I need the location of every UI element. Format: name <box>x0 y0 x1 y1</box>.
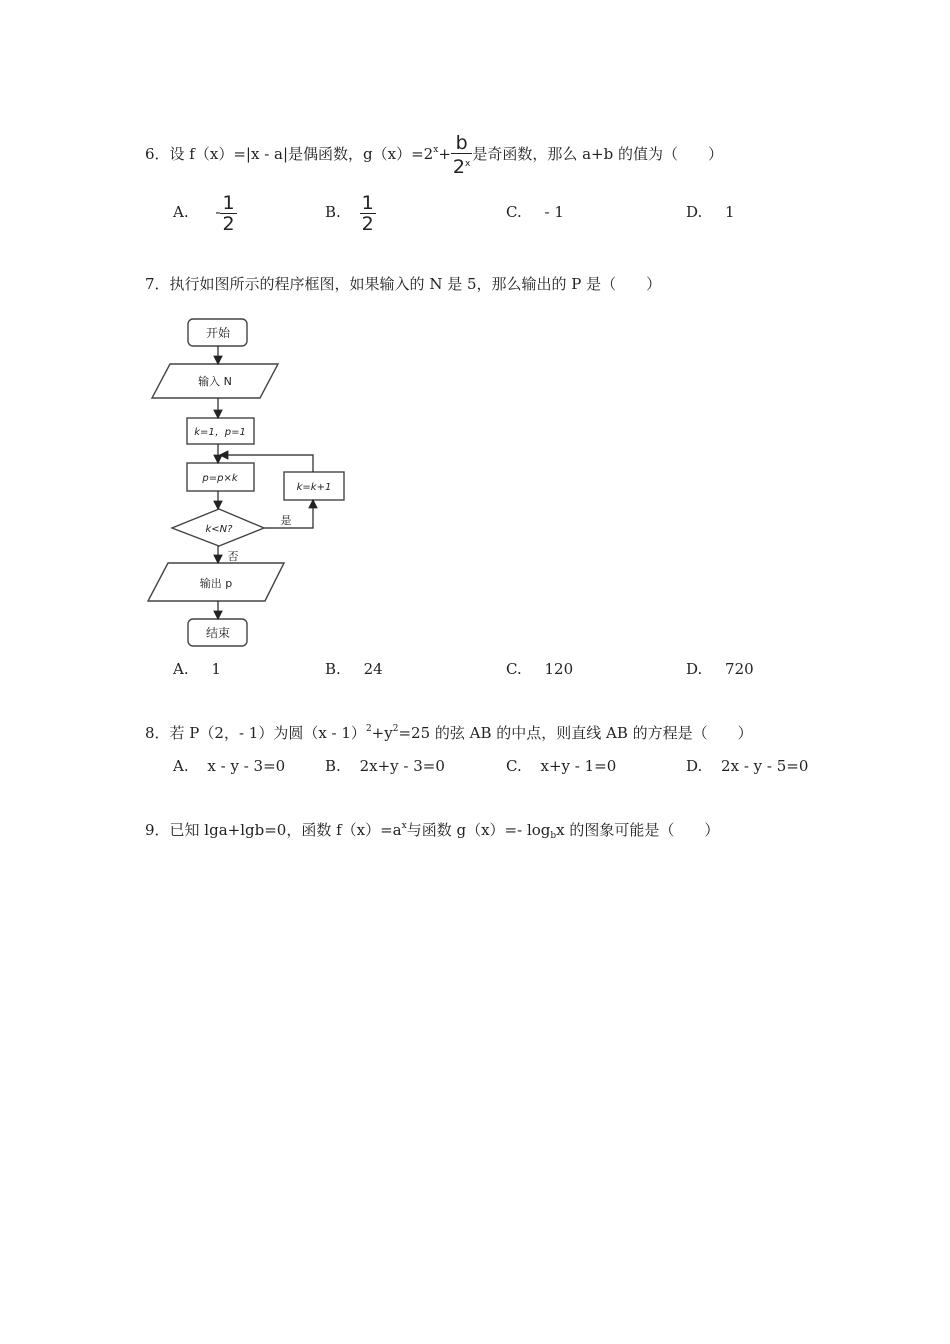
q7-option-d-label: D. <box>686 660 703 678</box>
q7-option-a[interactable] <box>173 657 221 681</box>
q6-option-b-frac <box>360 193 376 234</box>
q8-option-a[interactable] <box>173 754 285 778</box>
q6-option-a-den: 2 <box>222 212 235 235</box>
q8-option-d-label: D. <box>686 757 703 775</box>
q6-option-b-label: B. <box>325 203 341 221</box>
flow-start-label: 开始 <box>205 326 231 340</box>
question-9 <box>145 814 719 848</box>
q8-suffix: =25 的弦 AB 的中点，则直线 AB 的方程是（ ） <box>398 724 753 742</box>
question-6 <box>145 128 723 178</box>
q6-option-d-value: 1 <box>725 203 735 221</box>
q7-option-d-value: 720 <box>725 660 754 678</box>
q6-sup: x <box>433 145 439 155</box>
flow-output-label: 输出 p <box>199 577 233 590</box>
q7-option-b-value: 24 <box>363 660 383 678</box>
q8-sup2: 2 <box>392 724 399 734</box>
q6-frac-den-sup: x <box>464 159 471 169</box>
flow-mult-label: p=p×k <box>202 473 238 484</box>
q8-option-c-label: C. <box>506 757 522 775</box>
q8-option-c-value: x+y - 1=0 <box>540 757 617 775</box>
q8-option-a-value: x - y - 3=0 <box>207 757 286 775</box>
q7-option-a-value: 1 <box>211 660 221 678</box>
q7-option-b-label: B. <box>325 660 341 678</box>
flow-no-label: 否 <box>227 550 239 563</box>
q6-option-b-den: 2 <box>361 212 374 235</box>
q8-prefix: 8．若 P（2，- 1）为圆（x - 1） <box>145 724 366 742</box>
q6-abs: x - a <box>250 145 283 163</box>
q6-plus: + <box>438 145 451 163</box>
flow-cond-label: k<N? <box>205 524 233 535</box>
q8-option-b-label: B. <box>325 757 341 775</box>
q6-prefix: 6．设 f（x）= <box>145 145 246 163</box>
q6-option-d[interactable] <box>686 200 735 224</box>
q6-option-c-label: C. <box>506 203 522 221</box>
flow-incr-label: k=k+1 <box>296 482 332 493</box>
q6-frac-den-wrap <box>451 154 472 177</box>
q9-sub: b <box>550 831 557 841</box>
q6-fraction <box>451 133 472 177</box>
q6-option-a-num: 1 <box>222 191 235 214</box>
q9-sup: x <box>401 821 407 831</box>
q6-option-b-num: 1 <box>361 191 374 214</box>
q9-prefix: 9．已知 lga+lgb=0，函数 f（x）=a <box>145 821 402 839</box>
q6-frac-num: b <box>451 133 472 154</box>
q8-option-b-value: 2x+y - 3=0 <box>359 757 445 775</box>
q7-option-c[interactable] <box>506 657 573 681</box>
q6-option-a-frac <box>220 193 236 234</box>
q6-option-a[interactable] <box>173 190 237 234</box>
q6-option-d-label: D. <box>686 203 703 221</box>
q6-option-c[interactable] <box>506 200 564 224</box>
q6-option-c-value: - 1 <box>544 203 564 221</box>
q7-option-a-label: A. <box>173 660 189 678</box>
q6-suffix: 是奇函数，那么 a+b 的值为（ ） <box>472 145 723 163</box>
q7-option-d[interactable] <box>686 657 754 681</box>
flow-input-label: 输入 N <box>198 375 232 388</box>
q6-frac-den: 2 <box>452 156 465 178</box>
q8-option-c[interactable] <box>506 754 616 778</box>
flow-end-label: 结束 <box>205 626 231 640</box>
q8-option-d[interactable] <box>686 754 808 778</box>
q6-option-a-sign: - <box>215 203 221 221</box>
question-7: 7．执行如图所示的程序框图，如果输入的 N 是 5，那么输出的 P 是（ ） <box>145 275 662 293</box>
flowchart <box>140 312 355 652</box>
q7-option-c-label: C. <box>506 660 522 678</box>
flow-yes-label: 是 <box>280 514 292 527</box>
q6-mid: 是偶函数，g（x）=2 <box>288 145 434 163</box>
q6-option-a-label: A. <box>173 203 189 221</box>
q9-mid: 与函数 g（x）=- log <box>406 821 551 839</box>
q8-option-d-value: 2x - y - 5=0 <box>721 757 809 775</box>
question-8 <box>145 717 753 745</box>
flow-init-label: k=1，p=1 <box>194 427 246 438</box>
q6-option-b[interactable] <box>325 190 376 234</box>
q8-option-a-label: A. <box>173 757 189 775</box>
q8-mid: +y <box>371 724 393 742</box>
q9-suffix: x 的图象可能是（ ） <box>556 821 720 839</box>
q7-option-c-value: 120 <box>544 660 574 678</box>
q6-abs-bar-right: | <box>282 145 289 163</box>
q8-option-b[interactable] <box>325 754 445 778</box>
q6-abs-bar-left: | <box>245 145 251 163</box>
q8-sup1: 2 <box>365 724 372 734</box>
q7-option-b[interactable] <box>325 657 383 681</box>
